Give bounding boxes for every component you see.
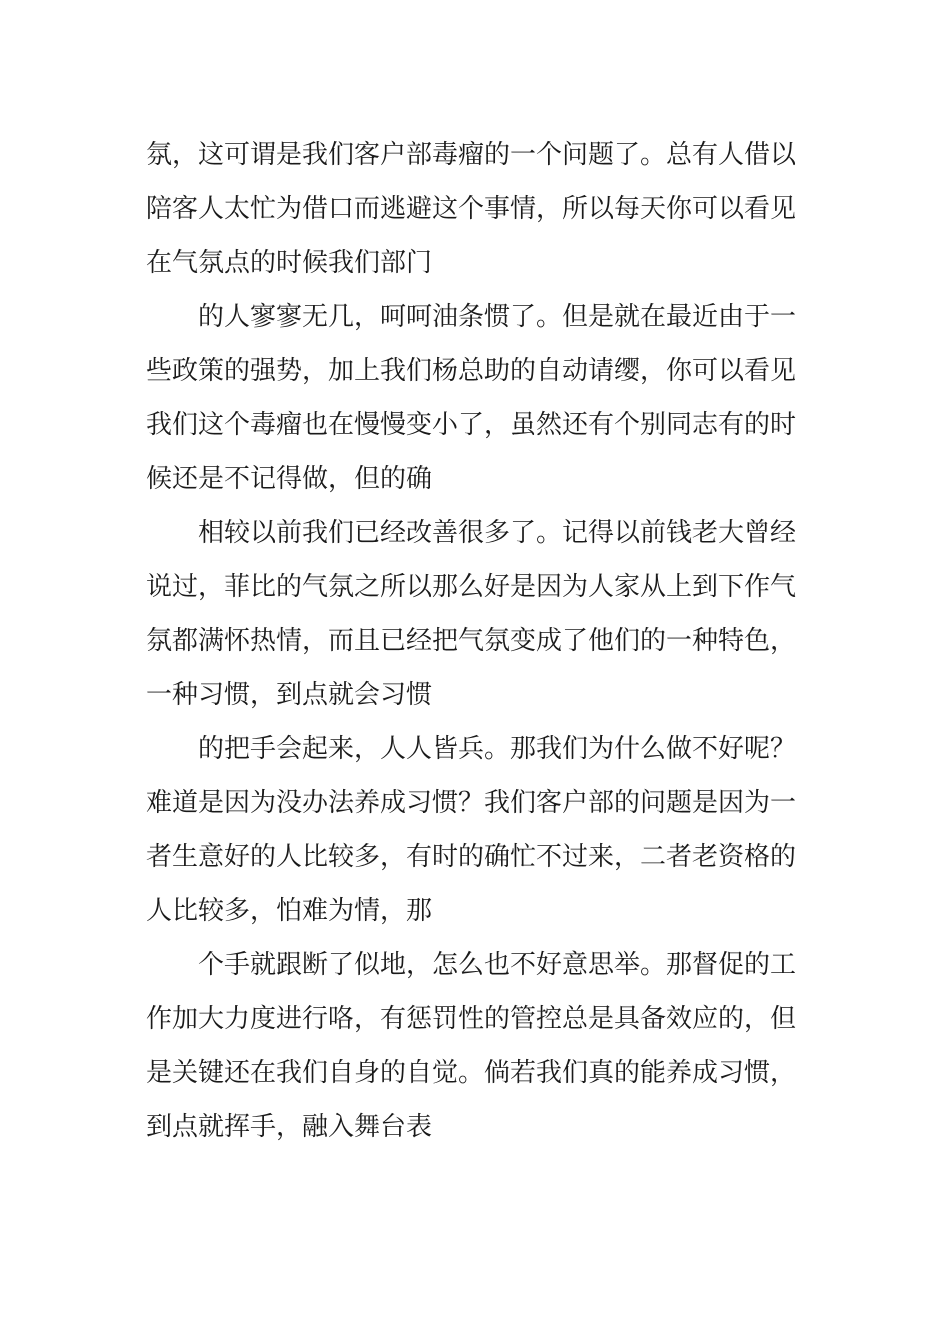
paragraph-3 [146,506,806,722]
paragraph-1 [146,128,806,290]
text-line: 难道是因为没办法养成习惯？我们客户部的问题是因为一 [146,788,797,818]
paragraph-2 [146,290,806,506]
text-line: 者生意好的人比较多，有时的确忙不过来，二者老资格的 [146,842,797,872]
text-line: 个手就跟断了似地，怎么也不好意思举。那督促的工 [198,950,797,980]
text-line: 相较以前我们已经改善很多了。记得以前钱老大曾经 [198,518,797,548]
text-line: 到点就挥手，融入舞台表 [146,1112,433,1142]
text-line: 在气氛点的时候我们部门 [146,248,433,278]
text-line: 候还是不记得做，但的确 [146,464,433,494]
text-line: 人比较多，怕难为情，那 [146,896,433,926]
text-line: 作加大力度进行咯，有惩罚性的管控总是具备效应的，但 [146,1004,797,1034]
body-text [146,128,806,1154]
text-line: 的把手会起来，人人皆兵。那我们为什么做不好呢？ [198,734,797,764]
paragraph-5 [146,938,806,1154]
text-line: 陪客人太忙为借口而逃避这个事情，所以每天你可以看见 [146,194,797,224]
text-line: 氛，这可谓是我们客户部毒瘤的一个问题了。总有人借以 [146,140,797,170]
text-line: 一种习惯，到点就会习惯 [146,680,433,710]
text-line: 些政策的强势，加上我们杨总助的自动请缨，你可以看见 [146,356,797,386]
text-line: 氛都满怀热情，而且已经把气氛变成了他们的一种特色， [146,626,797,656]
paragraph-4 [146,722,806,938]
text-line: 的人寥寥无几，呵呵油条惯了。但是就在最近由于一 [198,302,797,332]
text-line: 是关键还在我们自身的自觉。倘若我们真的能养成习惯， [146,1058,797,1088]
text-line: 说过，菲比的气氛之所以那么好是因为人家从上到下作气 [146,572,797,602]
text-line: 我们这个毒瘤也在慢慢变小了，虽然还有个别同志有的时 [146,410,797,440]
